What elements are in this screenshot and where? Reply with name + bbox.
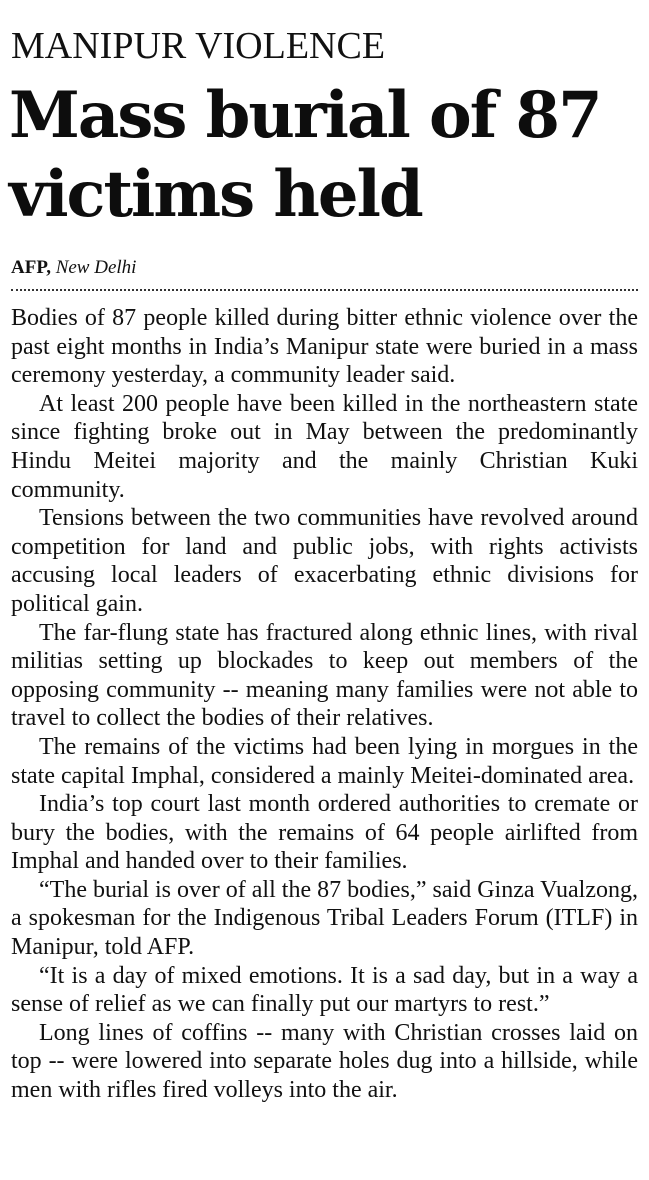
byline-agency: AFP, — [11, 257, 51, 278]
paragraph: The far-flung state has fractured along ethnic lines, with rival militias setting up blockades to keep out members of the opposing community -- meaning many families were not able to travel to collect the bodies of their relatives. — [11, 619, 638, 732]
paragraph: Bodies of 87 people killed during bitter ethnic violence over the past eight months in India’s Manipur state were buried in a mass ceremony yesterday, a community leader said. — [11, 305, 638, 389]
dotted-divider — [11, 289, 638, 291]
paragraph: Tensions between the two communities have revolved around competition for land and public jobs, with rights activists accusing local leaders of exacerbating ethnic divisions for political gain. — [11, 505, 638, 617]
paragraph: “The burial is over of all the 87 bodies,” said Ginza Vualzong, a spokesman for the Indigenous Tribal Leaders Forum (ITLF) in Manipur, told AFP. — [11, 876, 638, 961]
article-body — [11, 304, 638, 1105]
section-kicker: MANIPUR VIOLENCE — [11, 25, 386, 67]
byline-dateline: New Delhi — [55, 257, 137, 278]
paragraph: India’s top court last month ordered authorities to cremate or bury the bodies, with the remains of 64 people airlifted from Imphal and handed over to their families. — [11, 791, 638, 875]
headline: Mass burial of 87 victims held — [9, 78, 601, 232]
paragraph: At least 200 people have been killed in the northeastern state since fighting broke out in May between the predominantly Hindu Meitei majority and the mainly Christian Kuki community. — [11, 390, 638, 503]
paragraph: Long lines of coffins -- many with Christian crosses laid on top -- were lowered into separate holes dug into a hillside, while men with rifles fired volleys into the air. — [11, 1019, 638, 1104]
byline — [11, 256, 638, 280]
paragraph: The remains of the victims had been lying in morgues in the state capital Imphal, considered a mainly Meitei-dominated area. — [11, 733, 638, 789]
paragraph: “It is a day of mixed emotions. It is a sad day, but in a way a sense of relief as we can finally put our martyrs to rest.” — [11, 962, 638, 1018]
